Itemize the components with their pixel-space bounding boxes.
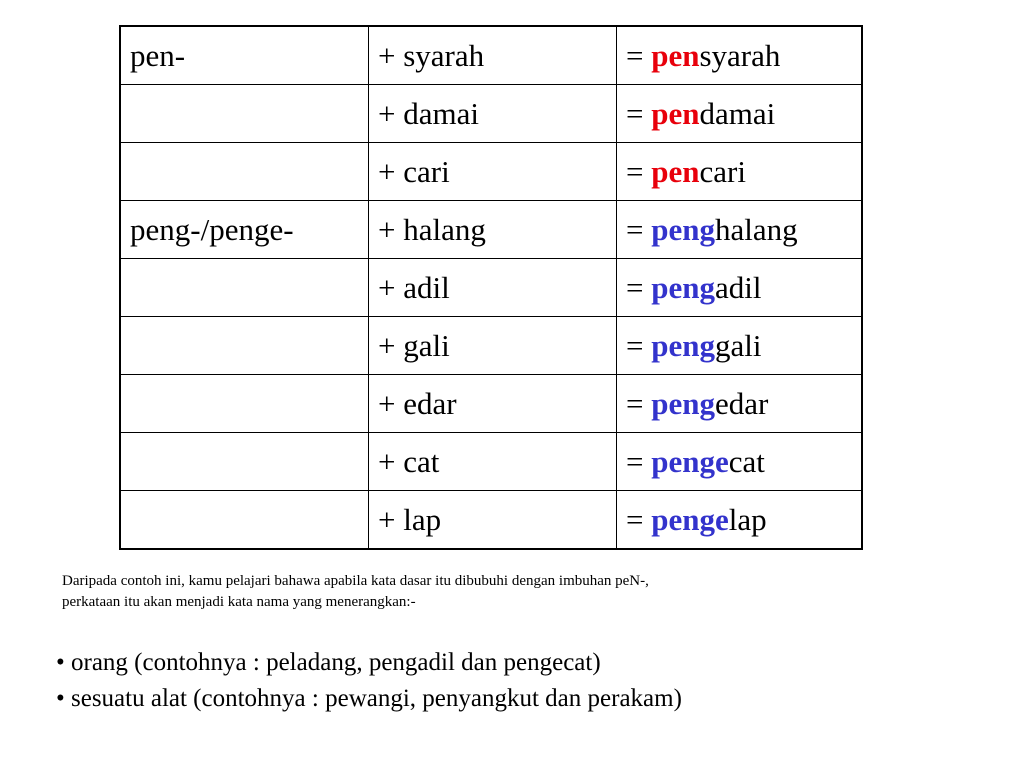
- highlighted-affix: peng: [651, 386, 715, 421]
- highlighted-affix: pen: [651, 38, 700, 73]
- bullet-item: • orang (contohnya : peladang, pengadil dan pengecat): [56, 649, 601, 676]
- table-row: [120, 259, 862, 317]
- prefix-cell: [120, 375, 369, 433]
- highlighted-affix: pen: [651, 154, 700, 189]
- base-word-cell: + cat: [369, 433, 617, 491]
- bullet-item: • sesuatu alat (contohnya : pewangi, penyangkut dan perakam): [56, 685, 682, 712]
- highlighted-affix: peng: [651, 270, 715, 305]
- equals-sign: =: [626, 502, 652, 537]
- result-cell: [617, 143, 863, 201]
- result-cell: [617, 259, 863, 317]
- highlighted-affix: pen: [651, 96, 700, 131]
- result-cell: [617, 491, 863, 550]
- equals-sign: =: [626, 154, 652, 189]
- equals-sign: =: [626, 386, 652, 421]
- table-row: [120, 85, 862, 143]
- bullet-list: [56, 645, 682, 717]
- base-word-remainder: damai: [699, 96, 776, 131]
- result-cell: [617, 375, 863, 433]
- base-word-remainder: edar: [714, 386, 769, 421]
- table-row: [120, 375, 862, 433]
- equals-sign: =: [626, 270, 652, 305]
- base-word-cell: + gali: [369, 317, 617, 375]
- prefix-cell: peng-/penge-: [120, 201, 369, 259]
- base-word-remainder: syarah: [699, 38, 781, 73]
- base-word-remainder: halang: [714, 212, 798, 247]
- highlighted-affix: penge: [651, 444, 729, 479]
- table-row: [120, 433, 862, 491]
- equals-sign: =: [626, 96, 652, 131]
- table-row: [120, 201, 862, 259]
- prefix-cell: pen-: [120, 26, 369, 85]
- base-word-remainder: cari: [699, 154, 746, 189]
- note-line: Daripada contoh ini, kamu pelajari bahawa apabila kata dasar itu dibubuhi dengan imbuhan peN-,: [62, 573, 649, 589]
- affix-table: [119, 25, 863, 550]
- explanation-note: [62, 571, 942, 613]
- base-word-remainder: cat: [728, 444, 765, 479]
- base-word-cell: + syarah: [369, 26, 617, 85]
- table-row: [120, 317, 862, 375]
- result-cell: [617, 85, 863, 143]
- result-cell: [617, 26, 863, 85]
- base-word-remainder: lap: [728, 502, 767, 537]
- base-word-remainder: gali: [714, 328, 762, 363]
- highlighted-affix: peng: [651, 328, 715, 363]
- result-cell: [617, 433, 863, 491]
- prefix-cell: [120, 491, 369, 550]
- base-word-cell: + damai: [369, 85, 617, 143]
- table-row: [120, 143, 862, 201]
- equals-sign: =: [626, 38, 652, 73]
- base-word-cell: + lap: [369, 491, 617, 550]
- result-cell: [617, 317, 863, 375]
- base-word-cell: + halang: [369, 201, 617, 259]
- base-word-cell: + adil: [369, 259, 617, 317]
- prefix-cell: [120, 433, 369, 491]
- table-row: [120, 491, 862, 550]
- result-cell: [617, 201, 863, 259]
- base-word-remainder: adil: [714, 270, 762, 305]
- prefix-cell: [120, 259, 369, 317]
- prefix-cell: [120, 85, 369, 143]
- note-line: perkataan itu akan menjadi kata nama yang menerangkan:-: [62, 594, 416, 610]
- affix-table-body: [120, 26, 862, 549]
- base-word-cell: + edar: [369, 375, 617, 433]
- base-word-cell: + cari: [369, 143, 617, 201]
- equals-sign: =: [626, 328, 652, 363]
- highlighted-affix: peng: [651, 212, 715, 247]
- highlighted-affix: penge: [651, 502, 729, 537]
- table-row: [120, 26, 862, 85]
- prefix-cell: [120, 317, 369, 375]
- equals-sign: =: [626, 212, 652, 247]
- prefix-cell: [120, 143, 369, 201]
- equals-sign: =: [626, 444, 652, 479]
